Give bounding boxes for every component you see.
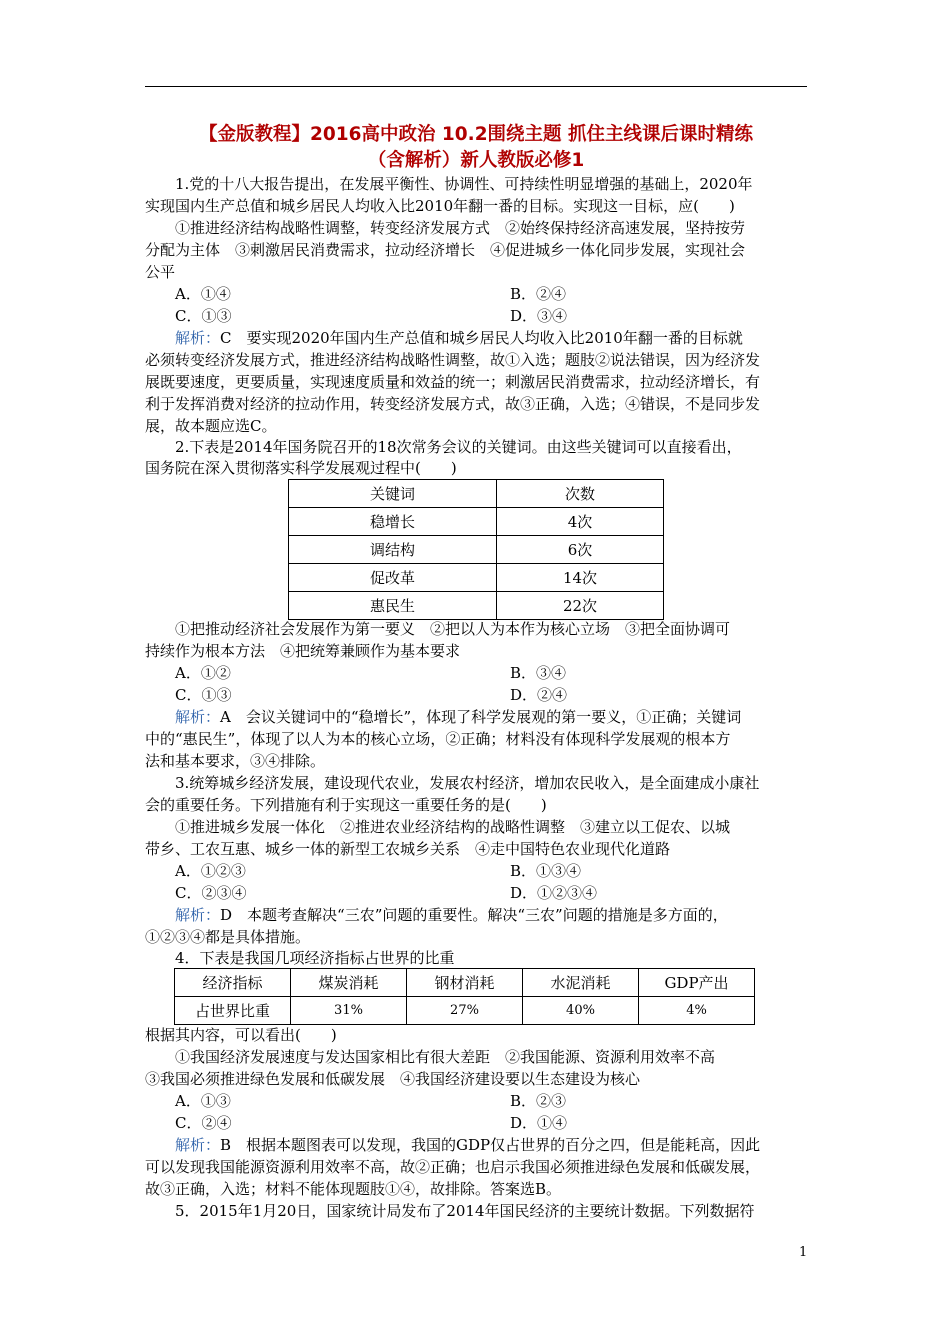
table-cell: 4%	[639, 997, 755, 1025]
q5-stem-line1: 5．2015年1月20日，国家统计局发布了2014年国民经济的主要统计数据。下列数据符	[175, 1202, 755, 1220]
q4-statements-line1: ①我国经济发展速度与发达国家相比有很大差距 ②我国能源、资源利用效率不高	[175, 1048, 716, 1066]
q1-statements-line3: 公平	[145, 263, 176, 281]
table-row	[289, 592, 664, 620]
q4-stem-line1: 4．下表是我国几项经济指标占世界的比重	[175, 949, 455, 967]
table-header-cell: 经济指标	[175, 969, 291, 997]
q1-option-b: B．②④	[510, 285, 567, 303]
table-header-cell: 次数	[497, 480, 664, 508]
document-title-line1: 【金版教程】2016高中政治 10.2围绕主题 抓住主线课后课时精练	[198, 124, 754, 145]
table-header-cell: GDP产出	[639, 969, 755, 997]
q2-option-d: D．②④	[510, 686, 568, 704]
q2-explanation-text: A 会议关键词中的“稳增长”，体现了科学发展观的第一要义，①正确；关键词	[220, 708, 742, 726]
explanation-label: 解析：	[175, 1136, 221, 1154]
explanation-label: 解析：	[175, 329, 221, 347]
q1-option-c: C．①③	[175, 307, 232, 325]
table-row	[289, 536, 664, 564]
table-header-row	[289, 480, 664, 508]
table-header-cell: 钢材消耗	[407, 969, 523, 997]
q3-stem-line2: 会的重要任务。下列措施有利于实现这一重要任务的是( )	[145, 796, 547, 814]
q3-statements-line2: 带乡、工农互惠、城乡一体的新型工农城乡关系 ④走中国特色农业现代化道路	[145, 840, 671, 858]
table-cell: 调结构	[289, 536, 497, 564]
q1-option-d: D．③④	[510, 307, 568, 325]
q2-option-a: A．①②	[175, 664, 231, 682]
q2-stem-line2: 国务院在深入贯彻落实科学发展观过程中( )	[145, 459, 457, 477]
q3-stem-line1: 3.统筹城乡经济发展，建设现代农业，发展农村经济，增加农民收入，是全面建成小康社	[175, 774, 760, 792]
q2-option-b: B．③④	[510, 664, 567, 682]
explanation-label: 解析：	[175, 708, 221, 726]
q2-statements-line1: ①把推动经济社会发展作为第一要义 ②把以人为本作为核心立场 ③把全面协调可	[175, 620, 731, 638]
table-cell: 6次	[497, 536, 664, 564]
q3-option-c: C．②③④	[175, 884, 247, 902]
q2-statements-line2: 持续作为根本方法 ④把统筹兼顾作为基本要求	[145, 642, 461, 660]
q4-explanation-line1	[175, 1135, 760, 1155]
q1-option-a: A．①④	[175, 285, 231, 303]
q1-statements-line1: ①推进经济结构战略性调整，转变经济发展方式 ②始终保持经济高速发展，坚持按劳	[175, 219, 746, 237]
q2-stem-line1: 2.下表是2014年国务院召开的18次常务会议的关键词。由这些关键词可以直接看出，	[175, 438, 742, 456]
q2-explanation-line1	[175, 707, 741, 727]
q1-stem-line1: 1.党的十八大报告提出，在发展平衡性、协调性、可持续性明显增强的基础上，2020年	[175, 175, 753, 193]
explanation-label: 解析：	[175, 906, 221, 924]
q1-explanation-line4: 利于发挥消费对经济的拉动作用，转变经济发展方式，故③正确，入选；④错误，不是同步发	[145, 395, 761, 413]
table-cell: 27%	[407, 997, 523, 1025]
table-cell: 40%	[523, 997, 639, 1025]
q3-explanation-line1	[175, 905, 728, 925]
q3-option-a: A．①②③	[175, 862, 246, 880]
q1-stem-line2: 实现国内生产总值和城乡居民人均收入比2010年翻一番的目标。实现这一目标，应( )	[145, 197, 735, 215]
q2-explanation-line3: 法和基本要求，③④排除。	[145, 752, 326, 770]
table-cell: 稳增长	[289, 508, 497, 536]
q1-explanation-line5: 展，故本题应选C。	[145, 417, 277, 435]
table-header-cell: 水泥消耗	[523, 969, 639, 997]
q4-stem-line2: 根据其内容，可以看出( )	[145, 1026, 337, 1044]
table-header-cell: 煤炭消耗	[291, 969, 407, 997]
table-header-row	[175, 969, 755, 997]
q4-option-c: C．②④	[175, 1114, 232, 1132]
q1-statements-line2: 分配为主体 ③刺激居民消费需求，拉动经济增长 ④促进城乡一体化同步发展，实现社会	[145, 241, 746, 259]
page-number: 1	[799, 1245, 808, 1260]
q1-explanation-line2: 必须转变经济发展方式，推进经济结构战略性调整，故①入选；题肢②说法错误，因为经济发	[145, 351, 761, 369]
q1-explanation-line3: 展既要速度，更要质量，实现速度质量和效益的统一；刺激居民消费需求，拉动经济增长，有	[145, 373, 761, 391]
q4-explanation-text: B 根据本题图表可以发现，我国的GDP仅占世界的百分之四，但是能耗高，因此	[220, 1136, 761, 1154]
table-cell: 14次	[497, 564, 664, 592]
table-cell: 22次	[497, 592, 664, 620]
q3-option-d: D．①②③④	[510, 884, 598, 902]
table-cell: 促改革	[289, 564, 497, 592]
q2-option-c: C．①③	[175, 686, 232, 704]
header-rule	[145, 86, 807, 87]
q4-option-d: D．①④	[510, 1114, 568, 1132]
table-row	[175, 997, 755, 1025]
table-row	[289, 508, 664, 536]
keyword-table	[288, 479, 664, 620]
q3-explanation-text: D 本题考查解决“三农”问题的重要性。解决“三农”问题的措施是多方面的，	[220, 906, 728, 924]
document-title-line2: （含解析）新人教版必修1	[367, 150, 585, 171]
q1-explanation-text: C 要实现2020年国内生产总值和城乡居民人均收入比2010年翻一番的目标就	[220, 329, 743, 347]
q4-option-b: B．②③	[510, 1092, 567, 1110]
q4-statements-line2: ③我国必须推进绿色发展和低碳发展 ④我国经济建设要以生态建设为核心	[145, 1070, 641, 1088]
indicator-table	[174, 968, 755, 1025]
q4-explanation-line3: 故③正确，入选；材料不能体现题肢①④，故排除。答案选B。	[145, 1180, 562, 1198]
table-cell: 31%	[291, 997, 407, 1025]
table-row	[289, 564, 664, 592]
q1-explanation-line1	[175, 328, 743, 348]
q4-option-a: A．①③	[175, 1092, 231, 1110]
q3-statements-line1: ①推进城乡发展一体化 ②推进农业经济结构的战略性调整 ③建立以工促农、以城	[175, 818, 731, 836]
table-cell: 占世界比重	[175, 997, 291, 1025]
table-cell: 惠民生	[289, 592, 497, 620]
q4-explanation-line2: 可以发现我国能源资源利用效率不高，故②正确；也启示我国必须推进绿色发展和低碳发展，	[145, 1158, 761, 1176]
table-cell: 4次	[497, 508, 664, 536]
q2-explanation-line2: 中的“惠民生”，体现了以人为本的核心立场，②正确；材料没有体现科学发展观的根本方	[145, 730, 731, 748]
q3-option-b: B．①③④	[510, 862, 582, 880]
table-header-cell: 关键词	[289, 480, 497, 508]
q3-explanation-line2: ①②③④都是具体措施。	[145, 928, 311, 946]
